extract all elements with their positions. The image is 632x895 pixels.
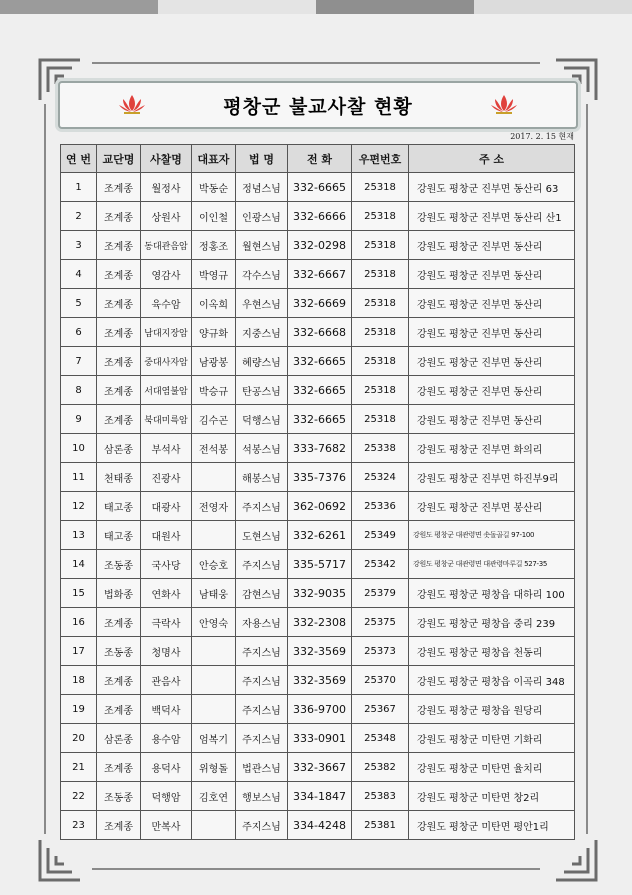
table-row — [61, 376, 575, 405]
address: 강원도 평창군 진부면 동산리 63 — [409, 173, 575, 202]
representative: 김호연 — [192, 782, 236, 811]
phone-number: 334-4248 — [288, 811, 352, 840]
phone-number: 332-6669 — [288, 289, 352, 318]
row-number: 18 — [61, 666, 97, 695]
row-number: 22 — [61, 782, 97, 811]
table-row — [61, 695, 575, 724]
frame-top-line — [92, 62, 540, 64]
phone-number: 334-1847 — [288, 782, 352, 811]
address: 강원도 평창군 미탄면 창2리 — [409, 782, 575, 811]
temple-name: 서대염불암 — [141, 376, 192, 405]
col-header-dharma: 법 명 — [236, 145, 288, 173]
table-row — [61, 753, 575, 782]
representative: 박승규 — [192, 376, 236, 405]
phone-number: 332-6665 — [288, 347, 352, 376]
representative: 위형돌 — [192, 753, 236, 782]
phone-number: 332-3569 — [288, 637, 352, 666]
order-name: 조동종 — [97, 637, 141, 666]
postal-code: 25318 — [352, 202, 409, 231]
address: 강원도 평창군 평창읍 천동리 — [409, 637, 575, 666]
address: 강원도 평창군 진부면 봉산리 — [409, 492, 575, 521]
postal-code: 25375 — [352, 608, 409, 637]
table-row — [61, 782, 575, 811]
dharma-name: 주지스님 — [236, 637, 288, 666]
address: 강원도 평창군 진부면 동산리 산1 — [409, 202, 575, 231]
temple-name: 대광사 — [141, 492, 192, 521]
row-number: 19 — [61, 695, 97, 724]
row-number: 12 — [61, 492, 97, 521]
address: 강원도 평창군 진부면 동산리 — [409, 231, 575, 260]
title-box — [58, 81, 578, 129]
row-number: 9 — [61, 405, 97, 434]
temple-name: 중대사자암 — [141, 347, 192, 376]
phone-number: 335-5717 — [288, 550, 352, 579]
dharma-name: 감현스님 — [236, 579, 288, 608]
table-row — [61, 318, 575, 347]
row-number: 8 — [61, 376, 97, 405]
representative — [192, 463, 236, 492]
table-row — [61, 405, 575, 434]
order-name: 조계종 — [97, 811, 141, 840]
row-number: 17 — [61, 637, 97, 666]
address: 강원도 평창군 진부면 동산리 — [409, 318, 575, 347]
postal-code: 25370 — [352, 666, 409, 695]
dharma-name: 주지스님 — [236, 492, 288, 521]
address: 강원도 평창군 평창읍 이곡리 348 — [409, 666, 575, 695]
table-row — [61, 260, 575, 289]
temple-name: 진광사 — [141, 463, 192, 492]
temple-name: 월정사 — [141, 173, 192, 202]
representative — [192, 811, 236, 840]
order-name: 태고종 — [97, 521, 141, 550]
dharma-name: 덕행스님 — [236, 405, 288, 434]
representative: 안영숙 — [192, 608, 236, 637]
postal-code: 25318 — [352, 289, 409, 318]
temple-name: 용수암 — [141, 724, 192, 753]
order-name: 조계종 — [97, 202, 141, 231]
temple-name: 극락사 — [141, 608, 192, 637]
address: 강원도 평창군 대관령면 대관령마루길 527-35 — [409, 550, 575, 579]
temple-name: 부석사 — [141, 434, 192, 463]
dharma-name: 지중스님 — [236, 318, 288, 347]
temple-name: 만복사 — [141, 811, 192, 840]
phone-number: 332-6665 — [288, 173, 352, 202]
row-number: 3 — [61, 231, 97, 260]
temple-name: 국사당 — [141, 550, 192, 579]
table-row — [61, 463, 575, 492]
temple-name: 백덕사 — [141, 695, 192, 724]
postal-code: 25318 — [352, 173, 409, 202]
phone-number: 335-7376 — [288, 463, 352, 492]
postal-code: 25382 — [352, 753, 409, 782]
table-row — [61, 289, 575, 318]
dharma-name: 월현스님 — [236, 231, 288, 260]
order-name: 조계종 — [97, 695, 141, 724]
representative: 박동순 — [192, 173, 236, 202]
order-name: 조동종 — [97, 550, 141, 579]
order-name: 삼론종 — [97, 434, 141, 463]
as-of-date: 2017. 2. 15 현재 — [510, 132, 574, 141]
temple-name: 청명사 — [141, 637, 192, 666]
dharma-name: 주지스님 — [236, 811, 288, 840]
table-row — [61, 608, 575, 637]
dharma-name: 주지스님 — [236, 695, 288, 724]
row-number: 14 — [61, 550, 97, 579]
phone-number: 332-6665 — [288, 405, 352, 434]
postal-code: 25349 — [352, 521, 409, 550]
corner-ornament-bottom-left — [36, 836, 84, 884]
representative: 전영자 — [192, 492, 236, 521]
dharma-name: 탄공스님 — [236, 376, 288, 405]
order-name: 조계종 — [97, 753, 141, 782]
col-header-order: 교단명 — [97, 145, 141, 173]
dharma-name: 석봉스님 — [236, 434, 288, 463]
dharma-name: 주지스님 — [236, 550, 288, 579]
dharma-name: 행보스님 — [236, 782, 288, 811]
dharma-name: 해봉스님 — [236, 463, 288, 492]
order-name: 조계종 — [97, 666, 141, 695]
top-decor-bar — [0, 0, 632, 14]
row-number: 5 — [61, 289, 97, 318]
address: 강원도 평창군 진부면 하진부9리 — [409, 463, 575, 492]
row-number: 20 — [61, 724, 97, 753]
representative — [192, 521, 236, 550]
address: 강원도 평창군 진부면 동산리 — [409, 289, 575, 318]
address: 강원도 평창군 진부면 동산리 — [409, 376, 575, 405]
order-name: 천태종 — [97, 463, 141, 492]
postal-code: 25348 — [352, 724, 409, 753]
row-number: 2 — [61, 202, 97, 231]
table-row — [61, 811, 575, 840]
phone-number: 362-0692 — [288, 492, 352, 521]
representative: 박영규 — [192, 260, 236, 289]
phone-number: 332-6665 — [288, 376, 352, 405]
order-name: 태고종 — [97, 492, 141, 521]
representative: 남태웅 — [192, 579, 236, 608]
row-number: 15 — [61, 579, 97, 608]
address: 강원도 평창군 진부면 화의리 — [409, 434, 575, 463]
table-row — [61, 492, 575, 521]
phone-number: 332-3569 — [288, 666, 352, 695]
representative: 이옥희 — [192, 289, 236, 318]
dharma-name: 각수스님 — [236, 260, 288, 289]
dharma-name: 법관스님 — [236, 753, 288, 782]
page-title: 평창군 불교사찰 현황 — [223, 96, 413, 118]
postal-code: 25338 — [352, 434, 409, 463]
row-number: 4 — [61, 260, 97, 289]
representative — [192, 666, 236, 695]
representative: 김수곤 — [192, 405, 236, 434]
phone-number: 332-3667 — [288, 753, 352, 782]
phone-number: 332-6666 — [288, 202, 352, 231]
postal-code: 25318 — [352, 318, 409, 347]
temple-name: 상원사 — [141, 202, 192, 231]
table-row — [61, 173, 575, 202]
temple-table — [60, 144, 575, 840]
address: 강원도 평창군 미탄면 율치리 — [409, 753, 575, 782]
postal-code: 25318 — [352, 260, 409, 289]
row-number: 21 — [61, 753, 97, 782]
dharma-name: 주지스님 — [236, 724, 288, 753]
dharma-name: 주지스님 — [236, 666, 288, 695]
table-row — [61, 202, 575, 231]
table-header-row — [61, 145, 575, 173]
dharma-name: 우현스님 — [236, 289, 288, 318]
order-name: 조동종 — [97, 782, 141, 811]
col-header-temple: 사찰명 — [141, 145, 192, 173]
address: 강원도 평창군 평창읍 중리 239 — [409, 608, 575, 637]
row-number: 7 — [61, 347, 97, 376]
postal-code: 25383 — [352, 782, 409, 811]
lotus-icon-right — [490, 93, 518, 115]
representative: 전석봉 — [192, 434, 236, 463]
temple-name: 덕행암 — [141, 782, 192, 811]
postal-code: 25318 — [352, 231, 409, 260]
row-number: 10 — [61, 434, 97, 463]
postal-code: 25381 — [352, 811, 409, 840]
postal-code: 25336 — [352, 492, 409, 521]
frame-left-line — [44, 104, 46, 834]
order-name: 법화종 — [97, 579, 141, 608]
temple-name: 육수암 — [141, 289, 192, 318]
phone-number: 332-2308 — [288, 608, 352, 637]
frame-right-line — [586, 104, 588, 834]
postal-code: 25318 — [352, 405, 409, 434]
address: 강원도 평창군 평창읍 원당리 — [409, 695, 575, 724]
representative — [192, 637, 236, 666]
corner-ornament-bottom-right — [552, 836, 600, 884]
phone-number: 336-9700 — [288, 695, 352, 724]
postal-code: 25379 — [352, 579, 409, 608]
address: 강원도 평창군 미탄면 기화리 — [409, 724, 575, 753]
temple-name: 연화사 — [141, 579, 192, 608]
temple-name: 영감사 — [141, 260, 192, 289]
dharma-name: 인광스님 — [236, 202, 288, 231]
col-header-zip: 우편번호 — [352, 145, 409, 173]
order-name: 조계종 — [97, 318, 141, 347]
postal-code: 25318 — [352, 347, 409, 376]
postal-code: 25367 — [352, 695, 409, 724]
temple-name: 남대지장암 — [141, 318, 192, 347]
row-number: 1 — [61, 173, 97, 202]
table-row — [61, 550, 575, 579]
order-name: 조계종 — [97, 376, 141, 405]
table-row — [61, 637, 575, 666]
representative: 양규화 — [192, 318, 236, 347]
representative — [192, 695, 236, 724]
col-header-address: 주 소 — [409, 145, 575, 173]
col-header-phone: 전 화 — [288, 145, 352, 173]
row-number: 13 — [61, 521, 97, 550]
row-number: 16 — [61, 608, 97, 637]
postal-code: 25324 — [352, 463, 409, 492]
order-name: 조계종 — [97, 289, 141, 318]
postal-code: 25318 — [352, 376, 409, 405]
representative: 남광봉 — [192, 347, 236, 376]
postal-code: 25373 — [352, 637, 409, 666]
dharma-name: 혜량스님 — [236, 347, 288, 376]
address: 강원도 평창군 대관령면 솟돌골길 97-100 — [409, 521, 575, 550]
temple-name: 용덕사 — [141, 753, 192, 782]
dharma-name: 도현스님 — [236, 521, 288, 550]
order-name: 조계종 — [97, 405, 141, 434]
dharma-name: 정념스님 — [236, 173, 288, 202]
phone-number: 332-6667 — [288, 260, 352, 289]
table-row — [61, 434, 575, 463]
row-number: 23 — [61, 811, 97, 840]
col-header-rep: 대표자 — [192, 145, 236, 173]
phone-number: 332-6668 — [288, 318, 352, 347]
address: 강원도 평창군 진부면 동산리 — [409, 405, 575, 434]
col-header-no: 연 번 — [61, 145, 97, 173]
order-name: 조계종 — [97, 347, 141, 376]
address: 강원도 평창군 진부면 동산리 — [409, 347, 575, 376]
phone-number: 332-9035 — [288, 579, 352, 608]
representative: 엄복기 — [192, 724, 236, 753]
temple-name: 관음사 — [141, 666, 192, 695]
address: 강원도 평창군 미탄면 평안1리 — [409, 811, 575, 840]
dharma-name: 자용스님 — [236, 608, 288, 637]
address: 강원도 평창군 진부면 동산리 — [409, 260, 575, 289]
frame-bottom-line — [92, 868, 540, 870]
order-name: 조계종 — [97, 608, 141, 637]
table-row — [61, 579, 575, 608]
order-name: 조계종 — [97, 260, 141, 289]
table-row — [61, 666, 575, 695]
table-row — [61, 724, 575, 753]
order-name: 조계종 — [97, 173, 141, 202]
postal-code: 25342 — [352, 550, 409, 579]
phone-number: 333-7682 — [288, 434, 352, 463]
representative: 안승호 — [192, 550, 236, 579]
table-row — [61, 347, 575, 376]
order-name: 삼론종 — [97, 724, 141, 753]
row-number: 11 — [61, 463, 97, 492]
phone-number: 332-6261 — [288, 521, 352, 550]
temple-name: 동대관음암 — [141, 231, 192, 260]
row-number: 6 — [61, 318, 97, 347]
address: 강원도 평창군 평창읍 대하리 100 — [409, 579, 575, 608]
table-row — [61, 231, 575, 260]
representative: 정홍조 — [192, 231, 236, 260]
temple-name: 북대미륵암 — [141, 405, 192, 434]
representative: 이인철 — [192, 202, 236, 231]
phone-number: 332-0298 — [288, 231, 352, 260]
table-row — [61, 521, 575, 550]
temple-name: 대원사 — [141, 521, 192, 550]
phone-number: 333-0901 — [288, 724, 352, 753]
order-name: 조계종 — [97, 231, 141, 260]
